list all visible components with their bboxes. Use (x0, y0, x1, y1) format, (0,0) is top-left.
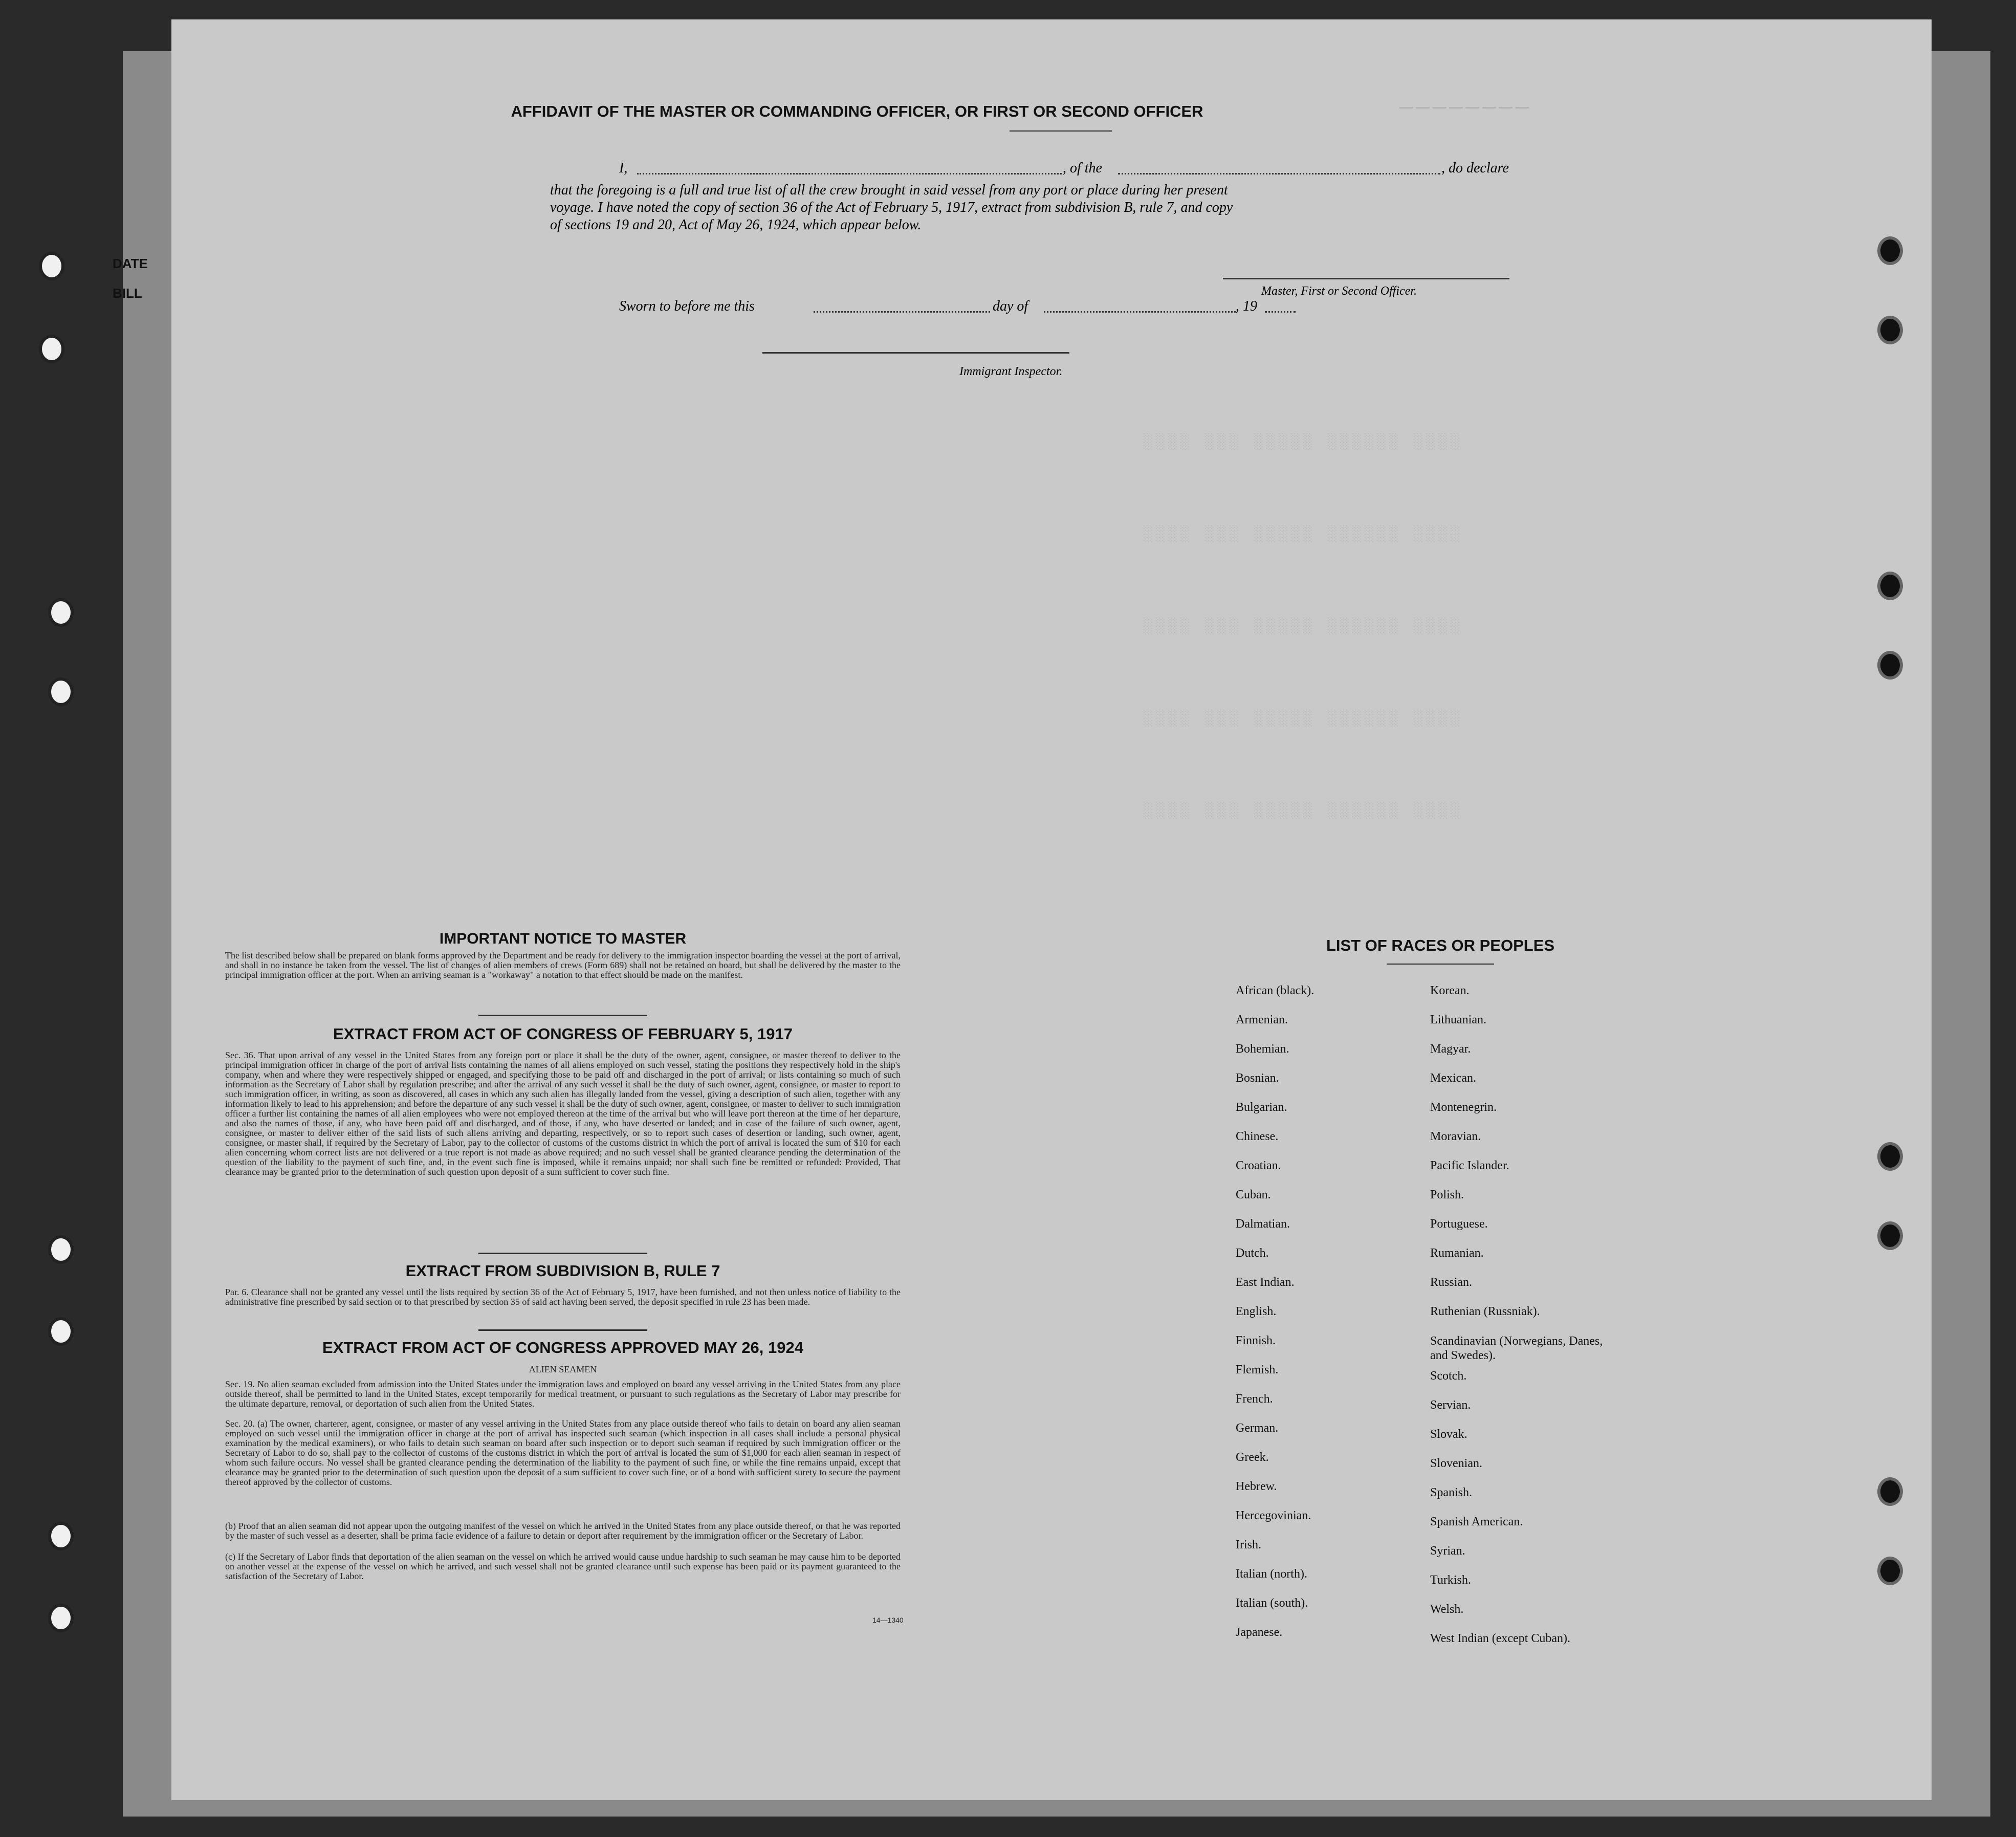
race-item: Spanish American. (1430, 1515, 1523, 1528)
notice-text: The list described below shall be prepared on blank forms approved by the Department and be ready for delivery to the immigration inspector boarding the vessel at the port of arrival, and shall in no instance be taken from the vessel. The list of changes of alien members of crews (Form 689) shall not be retained on board, but shall be delivered by the master to the principal immigration officer at the port. When an arriving seaman is a "workaway" a notation to that effect should be made on the manifest. (225, 950, 901, 980)
inspector-caption: Immigrant Inspector. (959, 365, 1063, 378)
punch-hole (1880, 1480, 1900, 1503)
race-item: Magyar. (1430, 1042, 1471, 1056)
race-item: Greek. (1236, 1451, 1269, 1464)
rule-7-rule (478, 1329, 647, 1331)
race-item: Dalmatian. (1236, 1217, 1290, 1231)
race-item: African (black). (1236, 984, 1314, 997)
affidavit-line-2: voyage. I have noted the copy of section 36 of the Act of February 5, 1917, extract from subdivision B, rule 7, and copy (550, 200, 1233, 215)
race-item: Slovak. (1430, 1428, 1467, 1441)
margin-stamp-bill: BILL (113, 286, 142, 301)
race-item: Slovenian. (1430, 1457, 1482, 1470)
race-item: Flemish. (1236, 1363, 1279, 1376)
extract-1917-title: EXTRACT FROM ACT OF CONGRESS OF FEBRUARY 5, 1917 (333, 1025, 793, 1043)
day-of-label: day of (993, 298, 1028, 314)
rule-7-text: Par. 6. Clearance shall not be granted any vessel until the lists required by section 36 of the Act of February 5, 1917, have been furnished, and not then unless notice of liability to the administrative fine prescribed by said section or to that prescribed by section 35 of said act having been served, the deposit specified in rule 23 has been made. (225, 1287, 901, 1307)
race-item: Moravian. (1430, 1130, 1481, 1143)
race-item: Welsh. (1430, 1603, 1464, 1616)
race-item: Bulgarian. (1236, 1101, 1287, 1114)
punch-hole (42, 255, 61, 277)
title-rule (1010, 130, 1112, 132)
master-signature-field[interactable] (1223, 278, 1509, 279)
sworn-year-field[interactable] (1265, 311, 1296, 313)
race-item: Lithuanian. (1430, 1013, 1486, 1026)
race-item: Italian (north). (1236, 1567, 1307, 1581)
affidavit-line-3: of sections 19 and 20, Act of May 26, 1924, which appear below. (550, 217, 922, 233)
race-item: Turkish. (1430, 1573, 1471, 1587)
race-item: Syrian. (1430, 1544, 1465, 1558)
extract-1924-title: EXTRACT FROM ACT OF CONGRESS APPROVED MAY 26, 1924 (322, 1339, 803, 1357)
sworn-month-field[interactable] (1044, 311, 1236, 313)
race-item: French. (1236, 1392, 1273, 1406)
race-item: Armenian. (1236, 1013, 1288, 1026)
race-item: Irish. (1236, 1538, 1261, 1551)
extract-1917-text: Sec. 36. That upon arrival of any vessel in the United States from any foreign port or place it shall be the duty of the owner, agent, consignee, or master thereof to deliver to the principal immigration officer in charge of the port of arrival lists containing the names of all aliens employed on such vessel, stating the positions they respectively hold in the ship's company, when and where they were respectively shipped or engaged, and specifying those to be paid off and discharged in the port of arrival; or lists containing so much of such information as the Secretary of Labor shall by regulation prescribe; and after the arrival of any such vessel it shall be the duty of such owner, agent, consignee, or master to report to such immigration officer, in writing, as soon as discovered, all cases in which any such alien has illegally landed from the vessel, giving a description of such alien, together with any information likely to lead to his apprehension; and before the departure of any such vessel it shall be the duty of such owner, agent, consignee, or master to deliver to such immigration officer a further list containing the names of all alien employees who were not employed thereon at the time of the arrival but who will leave port thereon at the time of her departure, and also the names of those, if any, who have been paid off and discharged, and of those, if any, who have deserted or landed; and in case of the failure of such owner, agent, consignee, or master to deliver either of the said lists of such aliens arriving and departing, respectively, or so to report such cases of desertion or landing, such owner, agent, consignee, or master shall, if required by the Secretary of Labor, pay to the collector of customs of the customs district in which the port of arrival is located the sum of $10 for each alien concerning whom correct lists are not delivered or a true report is not made as above required; and no such vessel shall be granted clearance pending the determination of the question of the liability to the payment of such fine, and, in the event such fine is imposed, while it remains unpaid; nor shall such fine be remitted or refunded: Provided, That clearance may be granted prior to the determination of such question upon deposit of a sum sufficient to cover such fine. (225, 1050, 901, 1177)
race-item: Japanese. (1236, 1626, 1283, 1639)
race-item: Hebrew. (1236, 1480, 1277, 1493)
sec-19-text: Sec. 19. No alien seaman excluded from admission into the United States under the immigration laws and employed on board any vessel arriving in the United States from any place outside thereof, shall be permitted to land in the United States, except temporarily for medical treatment, or pursuant to such regulations as the Secretary of Labor may prescribe for the ultimate departure, removal, or deportation of such alien from the United States. (225, 1379, 901, 1409)
punch-hole (51, 1607, 71, 1629)
race-item: Hercegovinian. (1236, 1509, 1311, 1522)
notice-title: IMPORTANT NOTICE TO MASTER (439, 930, 687, 947)
punch-hole (51, 601, 71, 624)
race-item: Bosnian. (1236, 1071, 1279, 1085)
race-item: Croatian. (1236, 1159, 1281, 1172)
punch-hole (1880, 239, 1900, 262)
race-item: East Indian. (1236, 1276, 1295, 1289)
race-item: Scotch. (1430, 1369, 1467, 1383)
race-item: Mexican. (1430, 1071, 1476, 1085)
punch-hole (42, 338, 61, 360)
race-item: Servian. (1430, 1398, 1471, 1412)
race-item: Chinese. (1236, 1130, 1279, 1143)
sec-20c-text: (c) If the Secretary of Labor finds that deportation of the alien seaman on the vessel on which he arrived would cause undue hardship to such seaman he may cause him to be deported on another vessel at the expense of the vessel on which he arrived, and such vessel shall not be granted clearance until such expense has been paid or its payment guaranteed to the satisfaction of the Secretary of Labor. (225, 1551, 901, 1581)
race-item: Italian (south). (1236, 1597, 1308, 1610)
punch-hole (1880, 575, 1900, 597)
rule-7-title: EXTRACT FROM SUBDIVISION B, RULE 7 (405, 1262, 720, 1280)
do-declare-label: , do declare (1441, 160, 1509, 176)
affidavit-line-1: that the foregoing is a full and true list of all the crew brought in said vessel from any port or place during her present (550, 182, 1228, 198)
sec-20b-text: (b) Proof that an alien seaman did not appear upon the outgoing manifest of the vessel on which he arrived in the United States from any place outside thereof, or that he was reported by the master of such vessel as a deserter, shall be prima facie evidence of a failure to detain or deport after requirement by the immigration officer or the Secretary of Labor. (225, 1521, 901, 1541)
race-item: English. (1236, 1305, 1277, 1318)
punch-hole (1880, 319, 1900, 341)
race-item: Dutch. (1236, 1246, 1269, 1260)
margin-stamp-date: DATE (113, 256, 148, 271)
race-item: Scandinavian (Norwegians, Danes, and Swedes). (1430, 1335, 1603, 1362)
master-caption: Master, First or Second Officer. (1261, 285, 1417, 298)
alien-seamen-subtitle: ALIEN SEAMEN (529, 1364, 597, 1374)
race-item: Bohemian. (1236, 1042, 1289, 1056)
race-item: West Indian (except Cuban). (1430, 1632, 1570, 1645)
form-page: ──────── ░░░░ ░░░ ░░░░░ ░░░░░░ ░░░░ ░░░░ ░░░ ░░░░░ ░░░░░░ ░░░░ ░░░░ ░░░ ░░░░░ ░░░░░░ ░░░░ ░░░░ ░░░ ░░░░░ ░░░░░░ ░░░░ ░░░░ ░░░ ░░░░░ ░░░░░░ ░░░░ AFFIDAVIT OF THE MASTER OR COMMANDING OFFICER, OR FIRST OR SECOND OFFICER I, , of the , do declare that the foregoing is a full and true list of all the crew brought in said vessel from any port or place during her present voyage. I have noted the copy of section 36 of the Act of February 5, 1917, extract from subdivision B, rule 7, and copy of sections 19 and 20, Act of May 26, 1924, which appear below. Master, First or Second Officer. Sworn to before me this day of , 19 Immigrant Inspector. IMPORTANT NOTICE TO MASTER The list described below shall be prepared on blank forms approved by the Department and be ready for delivery to the immigration inspector boarding the vessel at the port of arrival, and shall in no instance be taken from the vessel. The list of changes of alien members of crews (Form 689) shall not be retained on board, but shall be delivered by the master to the principal immigration officer at the port. When an arriving seaman is a "workaway" a notation to that effect should be made on the manifest. EXTRACT FROM ACT OF CONGRESS OF FEBRUARY 5, 1917 Sec. 36. That upon arrival of any vessel in the United States from any foreign port or place it shall be the duty of the owner, agent, consignee, or master thereof to deliver to the principal immigration officer in charge of the port of arrival lists containing the names of all aliens employed on such vessel, stating the positions they respectively hold in the ship's company, when and where they were respectively shipped or engaged, and specifying those to be paid off and discharged in the port of arrival; or lists containing so much of such information as the Secretary of Labor shall by regulation prescribe; and after the arrival of any such vessel it shall be the duty of such owner, agent, consignee, or master to report to such immigration officer, in writing, as soon as discovered, all cases in which any such alien has illegally landed from the vessel, giving a description of such alien, together with any information likely to lead to his apprehension; and before the departure of any such vessel it shall be the duty of such owner, agent, consignee, or master to deliver to such immigration officer a further list containing the names of all alien employees who were not employed thereon at the time of the arrival but who will leave port thereon at the time of her departure, and also the names of those, if any, who have been paid off and discharged, and of those, if any, who have deserted or landed; and in case of the failure of such owner, agent, consignee, or master to deliver either of the said lists of such aliens arriving and departing, respectively, or so to report such cases of desertion or landing, such owner, agent, consignee, or master shall, if required by the Secretary of Labor, pay to the collector of customs of the customs district in which the port of arrival is located the sum of $10 for each alien concerning whom correct lists are not delivered or a true report is not made as above required; and no such vessel shall be granted clearance pending the determination of the question of the liability to the payment of such fine, and, in the event such fine is imposed, while it remains unpaid; nor shall such fine be remitted or refunded: Provided, That clearance may be granted prior to the determination of such question upon deposit of a sum sufficient to cover such fine. EXTRACT FROM SUBDIVISION B, RULE 7 Par. 6. Clearance shall not be granted any vessel until the lists required by section 36 of the Act of February 5, 1917, have been furnished, and not then unless notice of liability to the administrative fine prescribed by said section or to that prescribed by section 35 of said act having been served, the deposit specified in rule 23 has been made. EXTRACT FROM ACT OF CONGRESS APPROVED MAY 26, 1924 ALIEN SEAMEN Sec. 19. No alien seaman excluded from admission into the United States under the immigration laws and employed on board any vessel arriving in the United States from any place outside thereof, shall be permitted to land in the United States, except temporarily for medical treatment, or pursuant to such regulations as the Secretary of Labor may prescribe for the ultimate departure, removal, or deportation of such alien from the United States. Sec. 20. (a) The owner, charterer, agent, consignee, or master of any vessel arriving in the United States from any place outside thereof who fails to detain on board any alien seaman employed on such vessel until the immigration officer in charge at the port of arrival has inspected such seaman (which inspection in all cases shall include a personal physical examination by the medical examiners), or who fails to detain such seaman on board after such inspection or to deport such seaman if required by such immigration officer or the Secretary of Labor to do so, shall pay to the collector of customs of the customs district in which the port of arrival is located the sum of $1,000 for each alien seaman in respect of whom such failure occurs. No vessel shall be granted clearance pending the determination of the liability to the payment of such fine, or while the fine remains unpaid, except that clearance may be granted prior to the determination of such question upon the deposit of a sum sufficient to cover such fine, or of a bond with sufficient surety to secure the payment thereof approved by the collector of customs. (b) Proof that an alien seaman did not appear upon the outgoing manifest of the vessel on which he arrived in the United States from any place outside thereof, or that he was reported by the master of such vessel as a deserter, shall be prima facie evidence of a failure to detain or deport after requirement by the immigration officer or the Secretary of Labor. (c) If the Secretary of Labor finds that deportation of the alien seaman on the vessel on which he arrived would cause undue hardship to such seaman he may cause him to be deported on another vessel at the expense of the vessel on which he arrived, and such vessel shall not be granted clearance until such expense has been paid or its payment guaranteed to the satisfaction of the Secretary of Labor. 14—1340 LIST OF RACES OR PEOPLES African (black). Armenian. Bohemian. Bosnian. Bulgarian. Chinese. Croatian. Cuban. Dalmatian. Dutch. East Indian. English. Finnish. Flemish. French. German. Greek. Hebrew. Hercegovinian. Irish. Italian (north). Italian (south). Japanese. Korean. Lithuanian. Magyar. Mexican. Montenegrin. Moravian. Pacific Islander. Polish. Portuguese. Rumanian. Russian. Ruthenian (Russniak). Scandinavian (Norwegians, Danes, and Swedes). Scotch. Servian. Slovak. Slovenian. Spanish. Spanish American. Syrian. Turkish. Welsh. West Indian (except Cuban). (171, 19, 1932, 1800)
race-item: Montenegrin. (1430, 1101, 1497, 1114)
sworn-label: Sworn to before me this (619, 298, 755, 314)
affidavit-title: AFFIDAVIT OF THE MASTER OR COMMANDING OFFICER, OR FIRST OR SECOND OFFICER (511, 102, 1203, 120)
punch-hole (51, 1320, 71, 1343)
race-item: Cuban. (1236, 1188, 1271, 1201)
sec-20a-text: Sec. 20. (a) The owner, charterer, agent, consignee, or master of any vessel arriving in the United States from any place outside thereof who fails to detain on board any alien seaman employed on such vessel until the immigration officer in charge at the port of arrival has inspected such seaman (which inspection in all cases shall include a personal physical examination by the medical examiners), or who fails to detain such seaman on board after such inspection or to deport such seaman if required by such immigration officer or the Secretary of Labor to do so, shall pay to the collector of customs of the customs district in which the port of arrival is located the sum of $1,000 for each alien seaman in respect of whom such failure occurs. No vessel shall be granted clearance pending the determination of the liability to the payment of such fine, or while the fine remains unpaid, except that clearance may be granted prior to the determination of such question upon the deposit of a sum sufficient to cover such fine, or of a bond with sufficient surety to secure the payment thereof approved by the collector of customs. (225, 1418, 901, 1487)
race-item: German. (1236, 1422, 1279, 1435)
race-item: Finnish. (1236, 1334, 1276, 1347)
race-item: Polish. (1430, 1188, 1464, 1201)
race-item: Ruthenian (Russniak). (1430, 1305, 1540, 1318)
form-number: 14—1340 (872, 1616, 904, 1624)
punch-hole (1880, 1560, 1900, 1582)
races-rule (1387, 964, 1494, 965)
vessel-name-field[interactable] (1118, 173, 1440, 174)
sworn-day-field[interactable] (814, 311, 990, 313)
year-label: , 19 (1236, 298, 1257, 314)
race-item: Russian. (1430, 1276, 1473, 1289)
affiant-label: I, (619, 160, 628, 176)
race-item: Pacific Islander. (1430, 1159, 1509, 1172)
affiant-name-field[interactable] (637, 173, 1062, 174)
punch-hole (51, 1525, 71, 1547)
of-the-label: , of the (1063, 160, 1102, 176)
race-item: Korean. (1430, 984, 1470, 997)
punch-hole (1880, 654, 1900, 676)
punch-hole (1880, 1145, 1900, 1168)
punch-hole (1880, 1224, 1900, 1247)
inspector-signature-field[interactable] (762, 352, 1069, 354)
extract-1917-rule (478, 1253, 647, 1254)
race-item: Spanish. (1430, 1486, 1473, 1499)
punch-hole (51, 681, 71, 703)
races-title: LIST OF RACES OR PEOPLES (1326, 936, 1555, 954)
race-item: Rumanian. (1430, 1246, 1484, 1260)
race-item: Portuguese. (1430, 1217, 1488, 1231)
notice-rule (478, 1015, 647, 1016)
punch-hole (51, 1238, 71, 1261)
